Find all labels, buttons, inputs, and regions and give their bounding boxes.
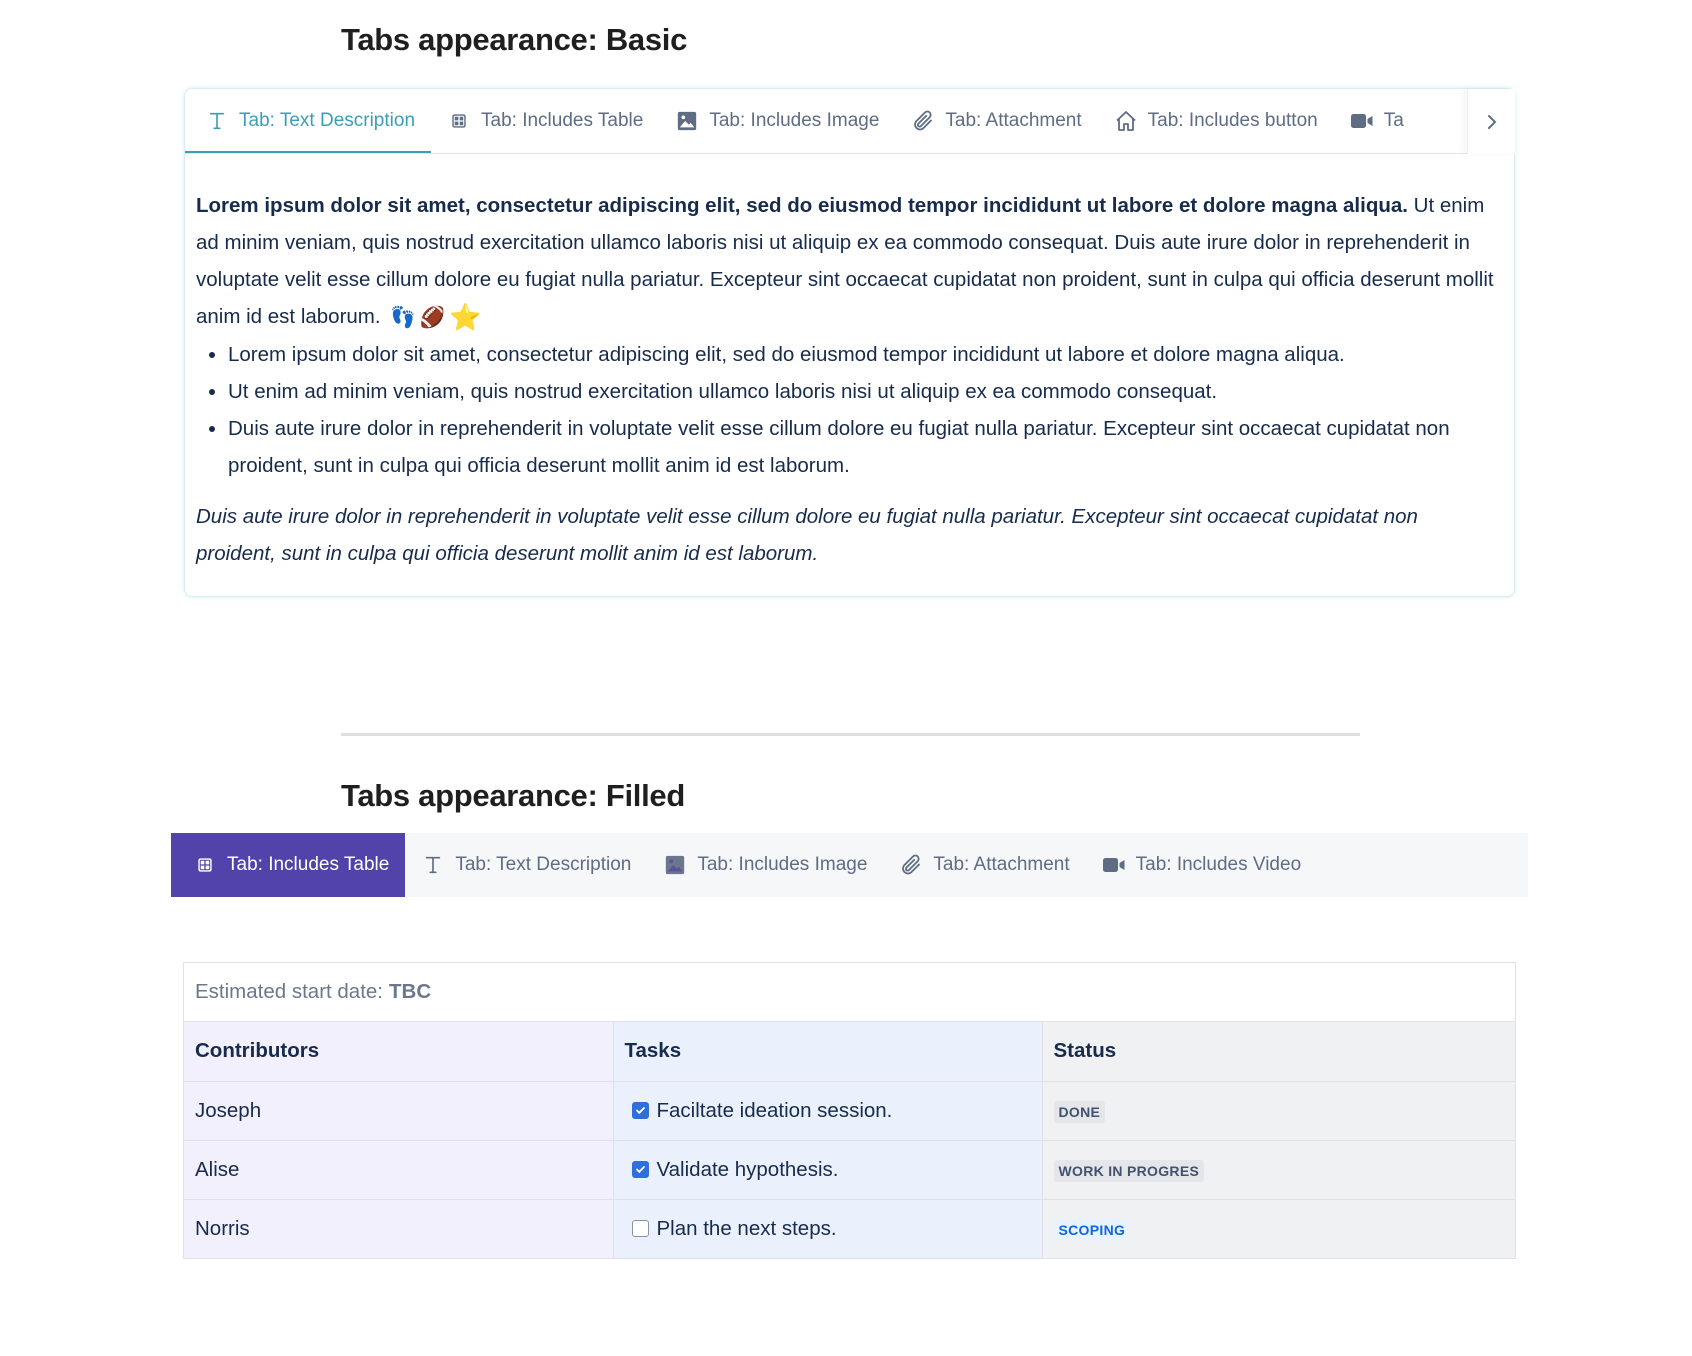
estimated-start-label: Estimated start date: bbox=[195, 980, 384, 1003]
home-icon bbox=[1114, 109, 1138, 133]
basic-tab-list bbox=[185, 89, 1467, 154]
basic-tab-panel bbox=[196, 187, 1501, 572]
image-icon bbox=[675, 109, 699, 133]
basic-tab-includes-table[interactable] bbox=[431, 89, 659, 153]
bullet-list bbox=[228, 336, 1501, 484]
status-cell bbox=[1042, 1081, 1515, 1140]
tab-label: Tab: Includes Table bbox=[227, 854, 390, 875]
list-item: • Lorem ipsum dolor sit amet, consectetur adipiscing elit, sed do eiusmod tempor incididunt ut labore et dolore magna aliqua. bbox=[228, 336, 1501, 373]
text-icon bbox=[421, 853, 445, 877]
lead-bold-text: Lorem ipsum dolor sit amet, consectetur adipiscing elit, sed do eiusmod tempor incididunt ut labore et dolore magna aliqua. bbox=[196, 194, 1408, 217]
tab-label: Tab: Text Description bbox=[455, 854, 632, 875]
checkmark-icon bbox=[635, 1105, 646, 1116]
contributors-table bbox=[184, 1022, 1515, 1258]
table-icon bbox=[193, 853, 217, 877]
filled-tab-panel bbox=[183, 962, 1516, 1259]
task-cell bbox=[613, 1081, 1042, 1140]
header-tasks: Tasks bbox=[613, 1022, 1042, 1081]
lead-paragraph bbox=[196, 187, 1501, 336]
table-row bbox=[184, 1140, 1515, 1199]
status-cell bbox=[1042, 1140, 1515, 1199]
basic-tab-includes-image[interactable] bbox=[659, 89, 895, 153]
filled-tab-attachment[interactable] bbox=[883, 833, 1085, 897]
status-cell bbox=[1042, 1199, 1515, 1258]
list-item: • Ut enim ad minim veniam, quis nostrud exercitation ullamco laboris nisi ut aliquip ex ea commodo consequat. bbox=[228, 373, 1501, 410]
paperclip-icon bbox=[911, 109, 935, 133]
paperclip-icon bbox=[899, 853, 923, 877]
table-icon bbox=[447, 109, 471, 133]
contributor-cell: Joseph bbox=[184, 1081, 613, 1140]
header-status: Status bbox=[1042, 1022, 1515, 1081]
tab-label: Tab: Text Description bbox=[239, 110, 416, 131]
basic-tab-text-description[interactable] bbox=[185, 89, 431, 153]
basic-tab-attachment[interactable] bbox=[895, 89, 1097, 153]
footprints-emoji: 👣 bbox=[390, 306, 416, 330]
status-lozenge: WORK IN PROGRES bbox=[1054, 1160, 1205, 1182]
text-icon bbox=[205, 109, 229, 133]
football-emoji: 🏈 bbox=[419, 306, 446, 330]
contributor-cell: Norris bbox=[184, 1199, 613, 1258]
section-divider bbox=[341, 733, 1360, 736]
table-row bbox=[184, 1199, 1515, 1258]
filled-tab-includes-table[interactable] bbox=[171, 833, 405, 897]
scroll-tabs-right-button[interactable] bbox=[1467, 89, 1515, 154]
tab-label: Tab: Attachment bbox=[945, 110, 1082, 131]
filled-tab-includes-image[interactable] bbox=[647, 833, 883, 897]
status-lozenge: SCOPING bbox=[1054, 1219, 1131, 1241]
tab-label: Tab: Attachment bbox=[933, 854, 1070, 875]
tab-label: Ta bbox=[1383, 110, 1404, 131]
contributor-cell: Alise bbox=[184, 1140, 613, 1199]
task-checkbox[interactable] bbox=[632, 1102, 649, 1119]
basic-tab-includes-button[interactable] bbox=[1098, 89, 1334, 153]
table-header-row bbox=[184, 1022, 1515, 1081]
star-emoji: ⭐ bbox=[449, 302, 482, 333]
estimated-start-date bbox=[184, 963, 1515, 1022]
filled-tab-text-description[interactable] bbox=[405, 833, 647, 897]
header-contributors: Contributors bbox=[184, 1022, 613, 1081]
image-icon bbox=[663, 853, 687, 877]
estimated-start-value: TBC bbox=[389, 980, 432, 1003]
filled-tab-list bbox=[171, 833, 1528, 897]
basic-tab-includes-video[interactable] bbox=[1334, 89, 1420, 153]
task-cell bbox=[613, 1140, 1042, 1199]
section-title-filled: Tabs appearance: Filled bbox=[341, 778, 685, 813]
video-icon bbox=[1350, 109, 1374, 133]
task-label: Faciltate ideation session. bbox=[656, 1098, 893, 1122]
italic-paragraph: Duis aute irure dolor in reprehenderit in voluptate velit esse cillum dolore eu fugiat nulla pariatur. Excepteur sint occaecat cupidatat non proident, sunt in culpa qui officia deserunt mollit anim id est laborum. bbox=[196, 505, 1418, 566]
section-title-basic: Tabs appearance: Basic bbox=[341, 22, 688, 57]
task-checkbox[interactable] bbox=[632, 1161, 649, 1178]
task-label: Plan the next steps. bbox=[656, 1216, 837, 1240]
task-cell bbox=[613, 1199, 1042, 1258]
filled-tab-includes-video[interactable] bbox=[1086, 833, 1318, 897]
checkmark-icon bbox=[635, 1164, 646, 1175]
basic-tabs-card bbox=[184, 88, 1515, 597]
lead-text: Ut enim ad minim veniam, quis nostrud exercitation ullamco laboris nisi ut aliquip ex ea commodo consequat. Duis aute irure dolor in reprehenderit in voluptate velit esse cillum dolore eu fugiat nulla pariatur. Excepteur sint occaecat cupidatat non proident, sunt in culpa qui officia deserunt mollit anim id est laborum. bbox=[196, 194, 1494, 328]
table-row bbox=[184, 1081, 1515, 1140]
chevron-right-icon bbox=[1484, 113, 1500, 131]
tab-label: Tab: Includes Table bbox=[481, 110, 644, 131]
task-label: Validate hypothesis. bbox=[656, 1157, 839, 1181]
tab-label: Tab: Includes Video bbox=[1135, 854, 1302, 875]
list-item: • Duis aute irure dolor in reprehenderit in voluptate velit esse cillum dolore eu fugiat nulla pariatur. Excepteur sint occaecat cupidatat non proident, sunt in culpa qui officia deserunt mollit anim id est laborum. bbox=[228, 410, 1501, 484]
task-checkbox[interactable] bbox=[632, 1220, 649, 1237]
video-icon bbox=[1102, 853, 1126, 877]
status-lozenge: DONE bbox=[1054, 1101, 1106, 1123]
tab-label: Tab: Includes Image bbox=[709, 110, 880, 131]
tab-label: Tab: Includes Image bbox=[697, 854, 868, 875]
tab-label: Tab: Includes button bbox=[1147, 110, 1318, 131]
